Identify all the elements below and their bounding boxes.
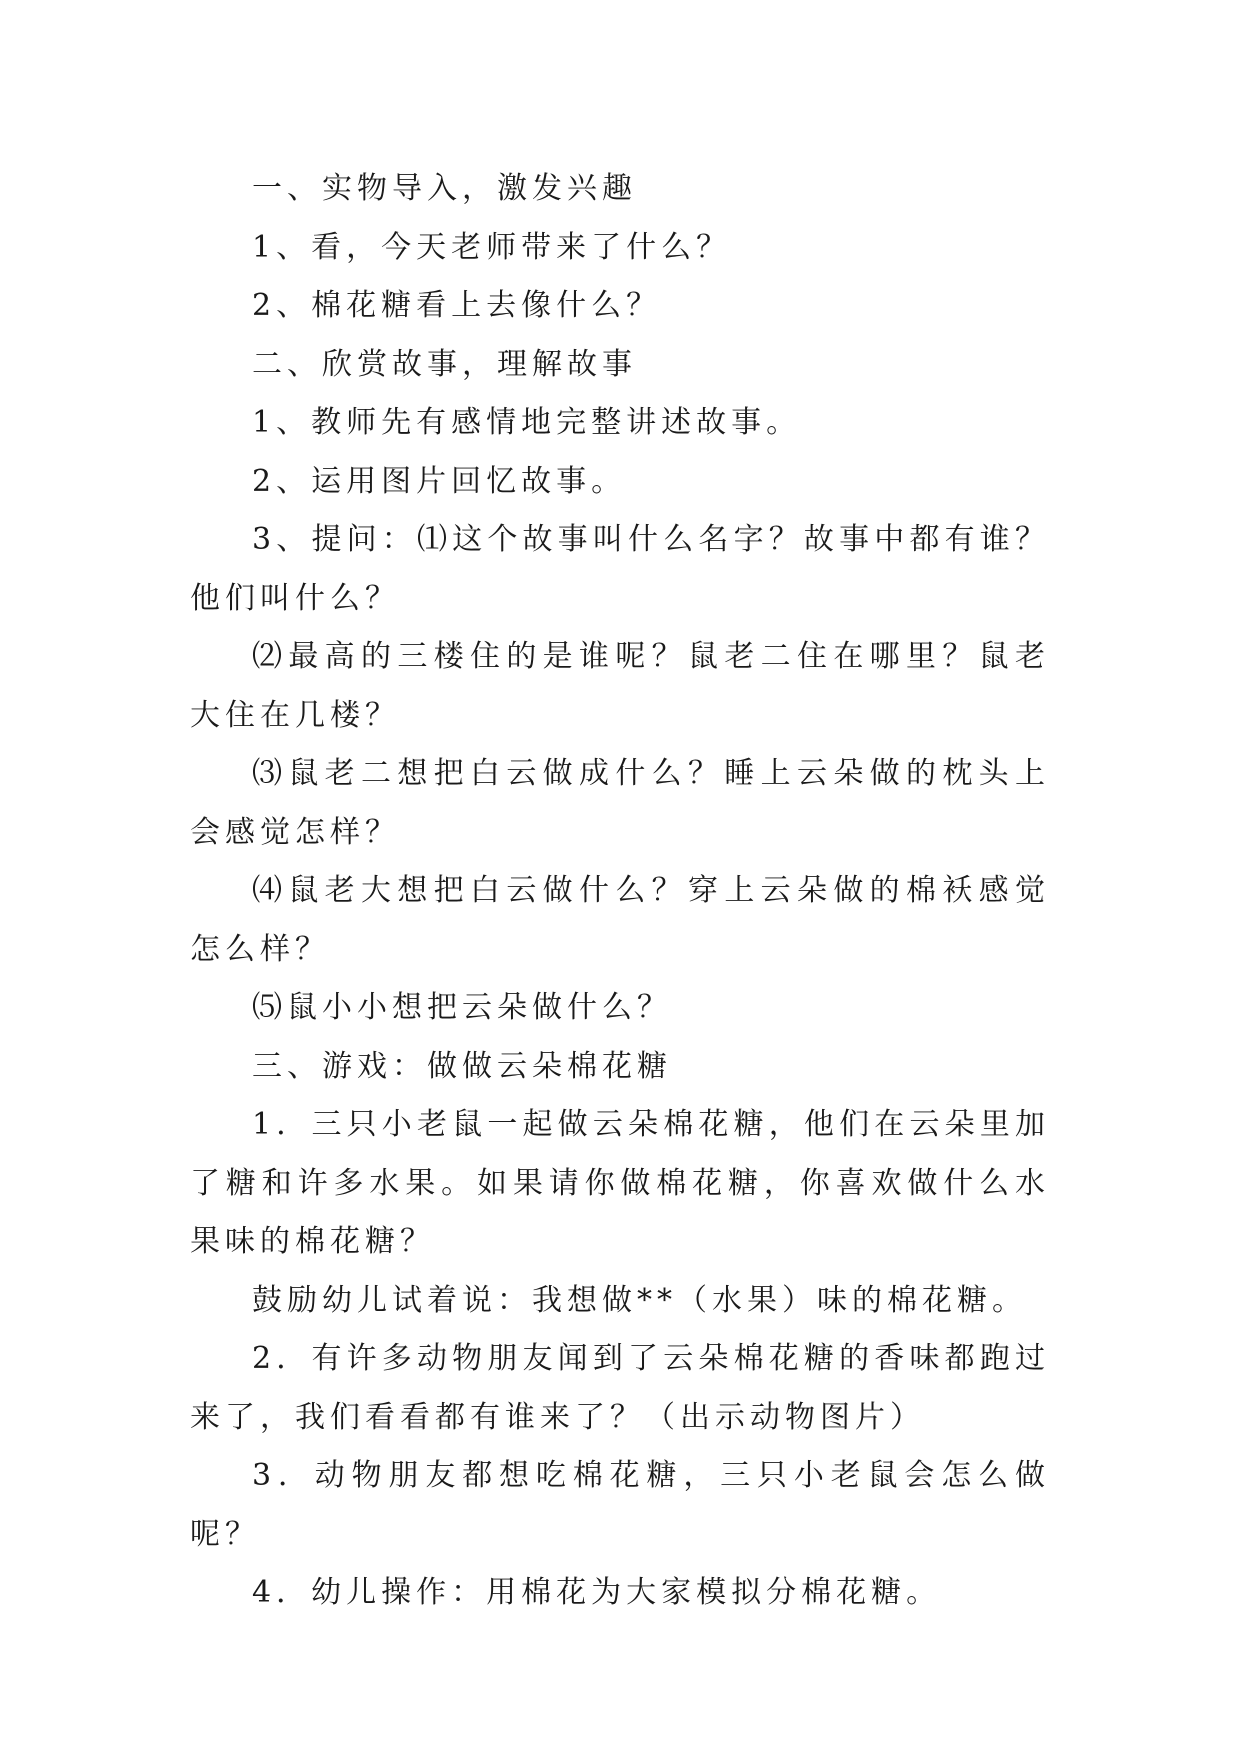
document-body <box>190 160 1050 1623</box>
paragraph: ⑶鼠老二想把白云做成什么？睡上云朵做的枕头上会感觉怎样？ <box>190 756 1050 850</box>
paragraph: 3．动物朋友都想吃棉花糖，三只小老鼠会怎么做呢？ <box>190 1458 1050 1552</box>
paragraph: ⑸鼠小小想把云朵做什么？ <box>252 990 672 1025</box>
paragraph: 2、棉花糖看上去像什么？ <box>252 288 662 323</box>
paragraph: ⑵最高的三楼住的是谁呢？鼠老二住在哪里？鼠老大住在几楼？ <box>190 639 1050 733</box>
paragraph: 1、看，今天老师带来了什么？ <box>252 229 732 265</box>
section-heading-1: 一、实物导入，激发兴趣 <box>252 171 637 206</box>
paragraph: 3、提问：⑴这个故事叫什么名字？故事中都有谁？他们叫什么？ <box>190 522 1050 616</box>
paragraph: 2、运用图片回忆故事。 <box>252 463 627 499</box>
paragraph: 1．三只小老鼠一起做云朵棉花糖，他们在云朵里加了糖和许多水果。如果请你做棉花糖，你喜欢做什么水果味的棉花糖？ <box>190 1107 1050 1259</box>
section-heading-3: 三、游戏：做做云朵棉花糖 <box>252 1048 672 1084</box>
paragraph: 4．幼儿操作：用棉花为大家模拟分棉花糖。 <box>252 1575 942 1610</box>
paragraph: 2．有许多动物朋友闻到了云朵棉花糖的香味都跑过来了，我们看看都有谁来了？（出示动物图片） <box>190 1341 1050 1435</box>
paragraph: 鼓励幼儿试着说：我想做**（水果）味的棉花糖。 <box>252 1282 1027 1318</box>
section-heading-2: 二、欣赏故事，理解故事 <box>252 346 637 382</box>
paragraph: ⑷鼠老大想把白云做什么？穿上云朵做的棉袄感觉怎么样？ <box>190 873 1050 967</box>
paragraph: 1、教师先有感情地完整讲述故事。 <box>252 405 802 440</box>
